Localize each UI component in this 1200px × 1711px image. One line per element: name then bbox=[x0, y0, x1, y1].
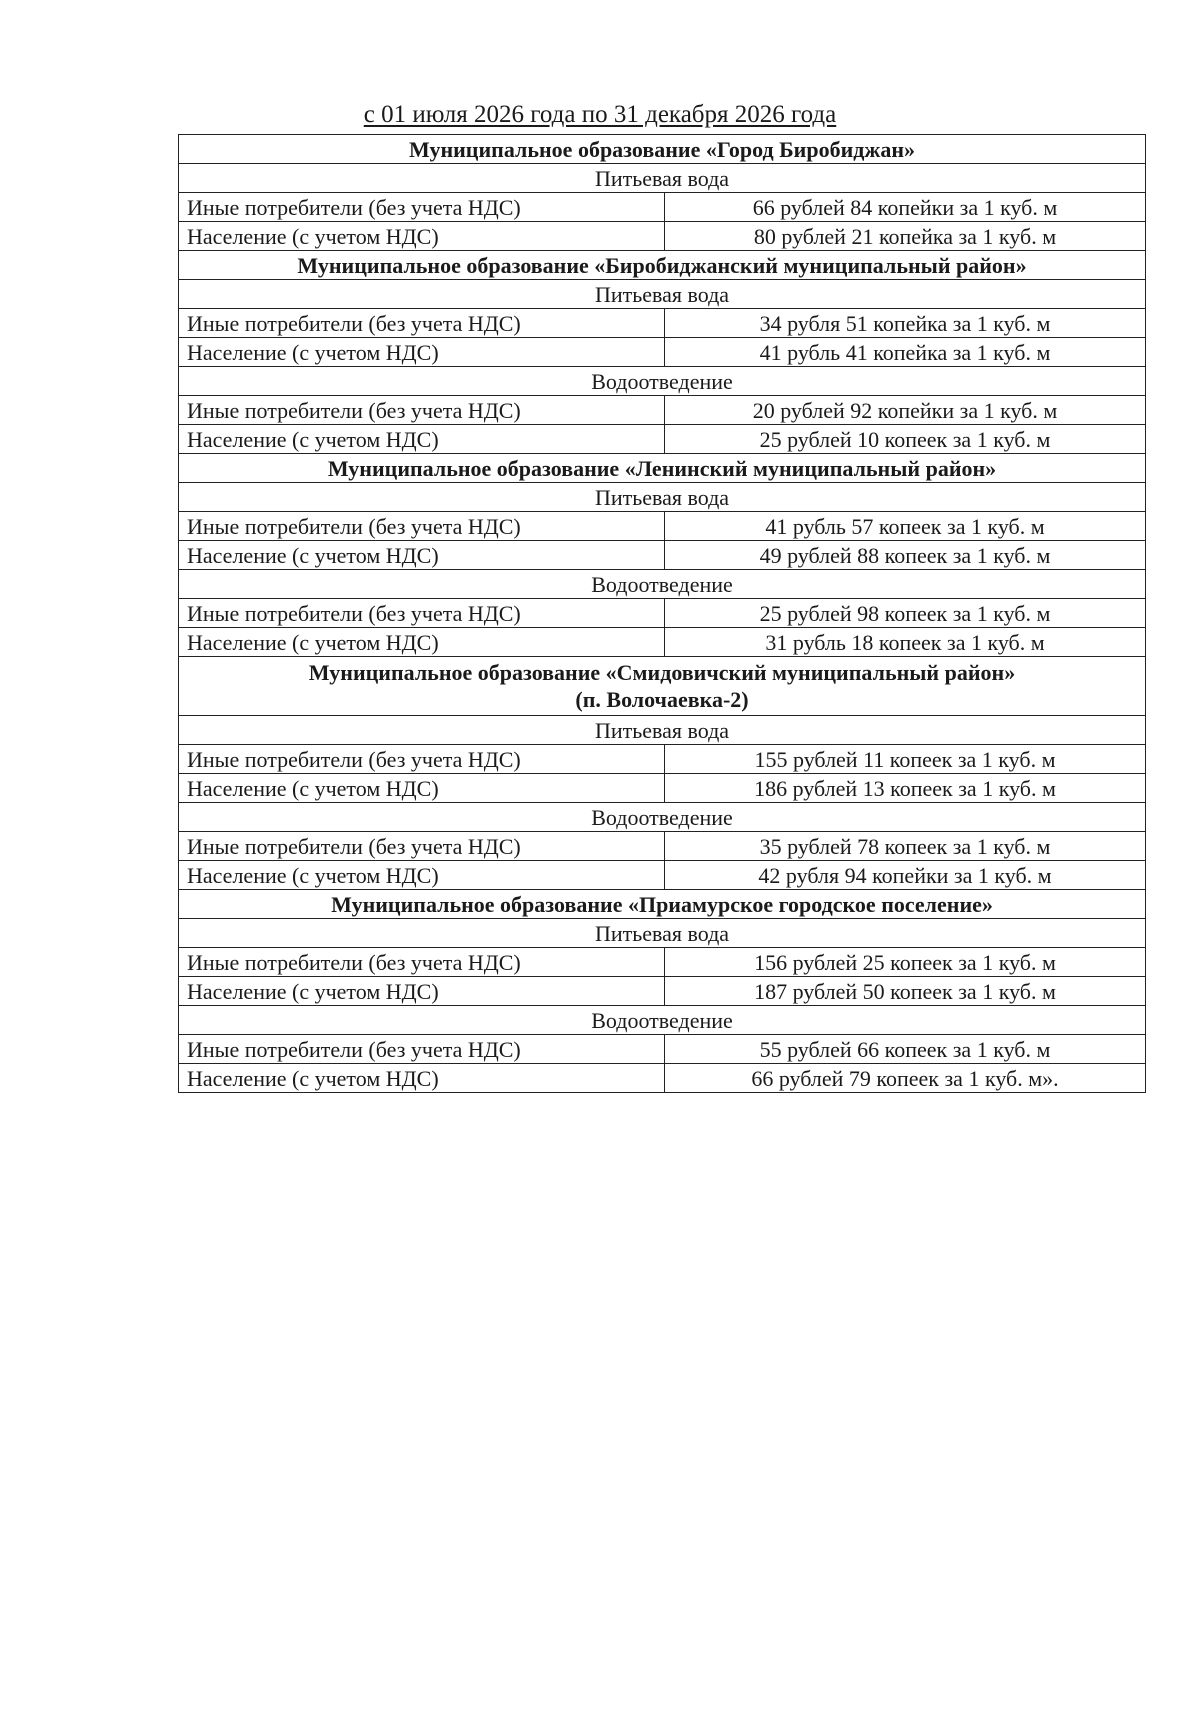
table-row bbox=[179, 193, 1146, 222]
municipality-header-row bbox=[179, 135, 1146, 164]
service-row bbox=[179, 280, 1146, 309]
price-cell: 25 рублей 98 копеек за 1 куб. м bbox=[665, 599, 1146, 628]
table-row bbox=[179, 338, 1146, 367]
price-cell: 66 рублей 79 копеек за 1 куб. м». bbox=[665, 1064, 1146, 1093]
service-row bbox=[179, 716, 1146, 745]
service-title: Питьевая вода bbox=[179, 164, 1146, 193]
service-row bbox=[179, 1006, 1146, 1035]
tariff-table bbox=[178, 134, 1146, 1093]
consumer-cell: Население (с учетом НДС) bbox=[179, 425, 665, 454]
service-row bbox=[179, 367, 1146, 396]
table-row bbox=[179, 745, 1146, 774]
service-title: Водоотведение bbox=[179, 803, 1146, 832]
municipality-title-line: Муниципальное образование «Биробиджанский муниципальный район» bbox=[297, 252, 1027, 278]
table-row bbox=[179, 948, 1146, 977]
municipality-title bbox=[179, 454, 1146, 483]
table-row bbox=[179, 861, 1146, 890]
service-title: Водоотведение bbox=[179, 570, 1146, 599]
service-row bbox=[179, 570, 1146, 599]
municipality-title-line: Муниципальное образование «Приамурское городское поселение» bbox=[331, 891, 993, 917]
service-title: Питьевая вода bbox=[179, 919, 1146, 948]
price-cell: 31 рубль 18 копеек за 1 куб. м bbox=[665, 628, 1146, 657]
table-row bbox=[179, 541, 1146, 570]
table-row bbox=[179, 1035, 1146, 1064]
table-row bbox=[179, 832, 1146, 861]
municipality-header-row bbox=[179, 890, 1146, 919]
price-cell: 187 рублей 50 копеек за 1 куб. м bbox=[665, 977, 1146, 1006]
consumer-cell: Население (с учетом НДС) bbox=[179, 541, 665, 570]
consumer-cell: Иные потребители (без учета НДС) bbox=[179, 396, 665, 425]
service-row bbox=[179, 803, 1146, 832]
price-cell: 42 рубля 94 копейки за 1 куб. м bbox=[665, 861, 1146, 890]
tariff-table-body bbox=[179, 135, 1146, 1093]
service-title: Водоотведение bbox=[179, 1006, 1146, 1035]
consumer-cell: Иные потребители (без учета НДС) bbox=[179, 832, 665, 861]
price-cell: 66 рублей 84 копейки за 1 куб. м bbox=[665, 193, 1146, 222]
municipality-title-line: Муниципальное образование «Город Биробиджан» bbox=[408, 136, 916, 162]
price-cell: 55 рублей 66 копеек за 1 куб. м bbox=[665, 1035, 1146, 1064]
table-row bbox=[179, 628, 1146, 657]
consumer-cell: Иные потребители (без учета НДС) bbox=[179, 193, 665, 222]
service-title: Питьевая вода bbox=[179, 716, 1146, 745]
consumer-cell: Население (с учетом НДС) bbox=[179, 774, 665, 803]
page-heading: с 01 июля 2026 года по 31 декабря 2026 года bbox=[363, 101, 837, 128]
table-row bbox=[179, 599, 1146, 628]
table-row bbox=[179, 774, 1146, 803]
price-cell: 41 рубль 57 копеек за 1 куб. м bbox=[665, 512, 1146, 541]
municipality-header-row bbox=[179, 251, 1146, 280]
municipality-title bbox=[179, 657, 1146, 716]
consumer-cell: Население (с учетом НДС) bbox=[179, 222, 665, 251]
table-row bbox=[179, 222, 1146, 251]
price-cell: 41 рубль 41 копейка за 1 куб. м bbox=[665, 338, 1146, 367]
price-cell: 156 рублей 25 копеек за 1 куб. м bbox=[665, 948, 1146, 977]
price-cell: 186 рублей 13 копеек за 1 куб. м bbox=[665, 774, 1146, 803]
table-row bbox=[179, 512, 1146, 541]
service-title: Питьевая вода bbox=[179, 280, 1146, 309]
municipality-title bbox=[179, 135, 1146, 164]
price-cell: 20 рублей 92 копейки за 1 куб. м bbox=[665, 396, 1146, 425]
price-cell: 25 рублей 10 копеек за 1 куб. м bbox=[665, 425, 1146, 454]
municipality-title bbox=[179, 251, 1146, 280]
table-row bbox=[179, 425, 1146, 454]
service-row bbox=[179, 164, 1146, 193]
price-cell: 155 рублей 11 копеек за 1 куб. м bbox=[665, 745, 1146, 774]
table-row bbox=[179, 1064, 1146, 1093]
consumer-cell: Иные потребители (без учета НДС) bbox=[179, 599, 665, 628]
consumer-cell: Население (с учетом НДС) bbox=[179, 628, 665, 657]
price-cell: 49 рублей 88 копеек за 1 куб. м bbox=[665, 541, 1146, 570]
consumer-cell: Иные потребители (без учета НДС) bbox=[179, 1035, 665, 1064]
consumer-cell: Население (с учетом НДС) bbox=[179, 977, 665, 1006]
price-cell: 80 рублей 21 копейка за 1 куб. м bbox=[665, 222, 1146, 251]
service-row bbox=[179, 483, 1146, 512]
service-title: Водоотведение bbox=[179, 367, 1146, 396]
table-row bbox=[179, 396, 1146, 425]
consumer-cell: Иные потребители (без учета НДС) bbox=[179, 948, 665, 977]
municipality-title-line: Муниципальное образование «Смидовичский муниципальный район» bbox=[308, 660, 1016, 685]
consumer-cell: Иные потребители (без учета НДС) bbox=[179, 512, 665, 541]
consumer-cell: Иные потребители (без учета НДС) bbox=[179, 309, 665, 338]
consumer-cell: Население (с учетом НДС) bbox=[179, 338, 665, 367]
table-row bbox=[179, 977, 1146, 1006]
service-title: Питьевая вода bbox=[179, 483, 1146, 512]
municipality-title-line: Муниципальное образование «Ленинский муниципальный район» bbox=[327, 455, 997, 481]
municipality-title bbox=[179, 890, 1146, 919]
municipality-header-row bbox=[179, 657, 1146, 716]
consumer-cell: Иные потребители (без учета НДС) bbox=[179, 745, 665, 774]
service-row bbox=[179, 919, 1146, 948]
consumer-cell: Население (с учетом НДС) bbox=[179, 1064, 665, 1093]
table-row bbox=[179, 309, 1146, 338]
consumer-cell: Население (с учетом НДС) bbox=[179, 861, 665, 890]
municipality-title-line: (п. Волочаевка-2) bbox=[575, 687, 749, 712]
price-cell: 35 рублей 78 копеек за 1 куб. м bbox=[665, 832, 1146, 861]
municipality-header-row bbox=[179, 454, 1146, 483]
price-cell: 34 рубля 51 копейка за 1 куб. м bbox=[665, 309, 1146, 338]
